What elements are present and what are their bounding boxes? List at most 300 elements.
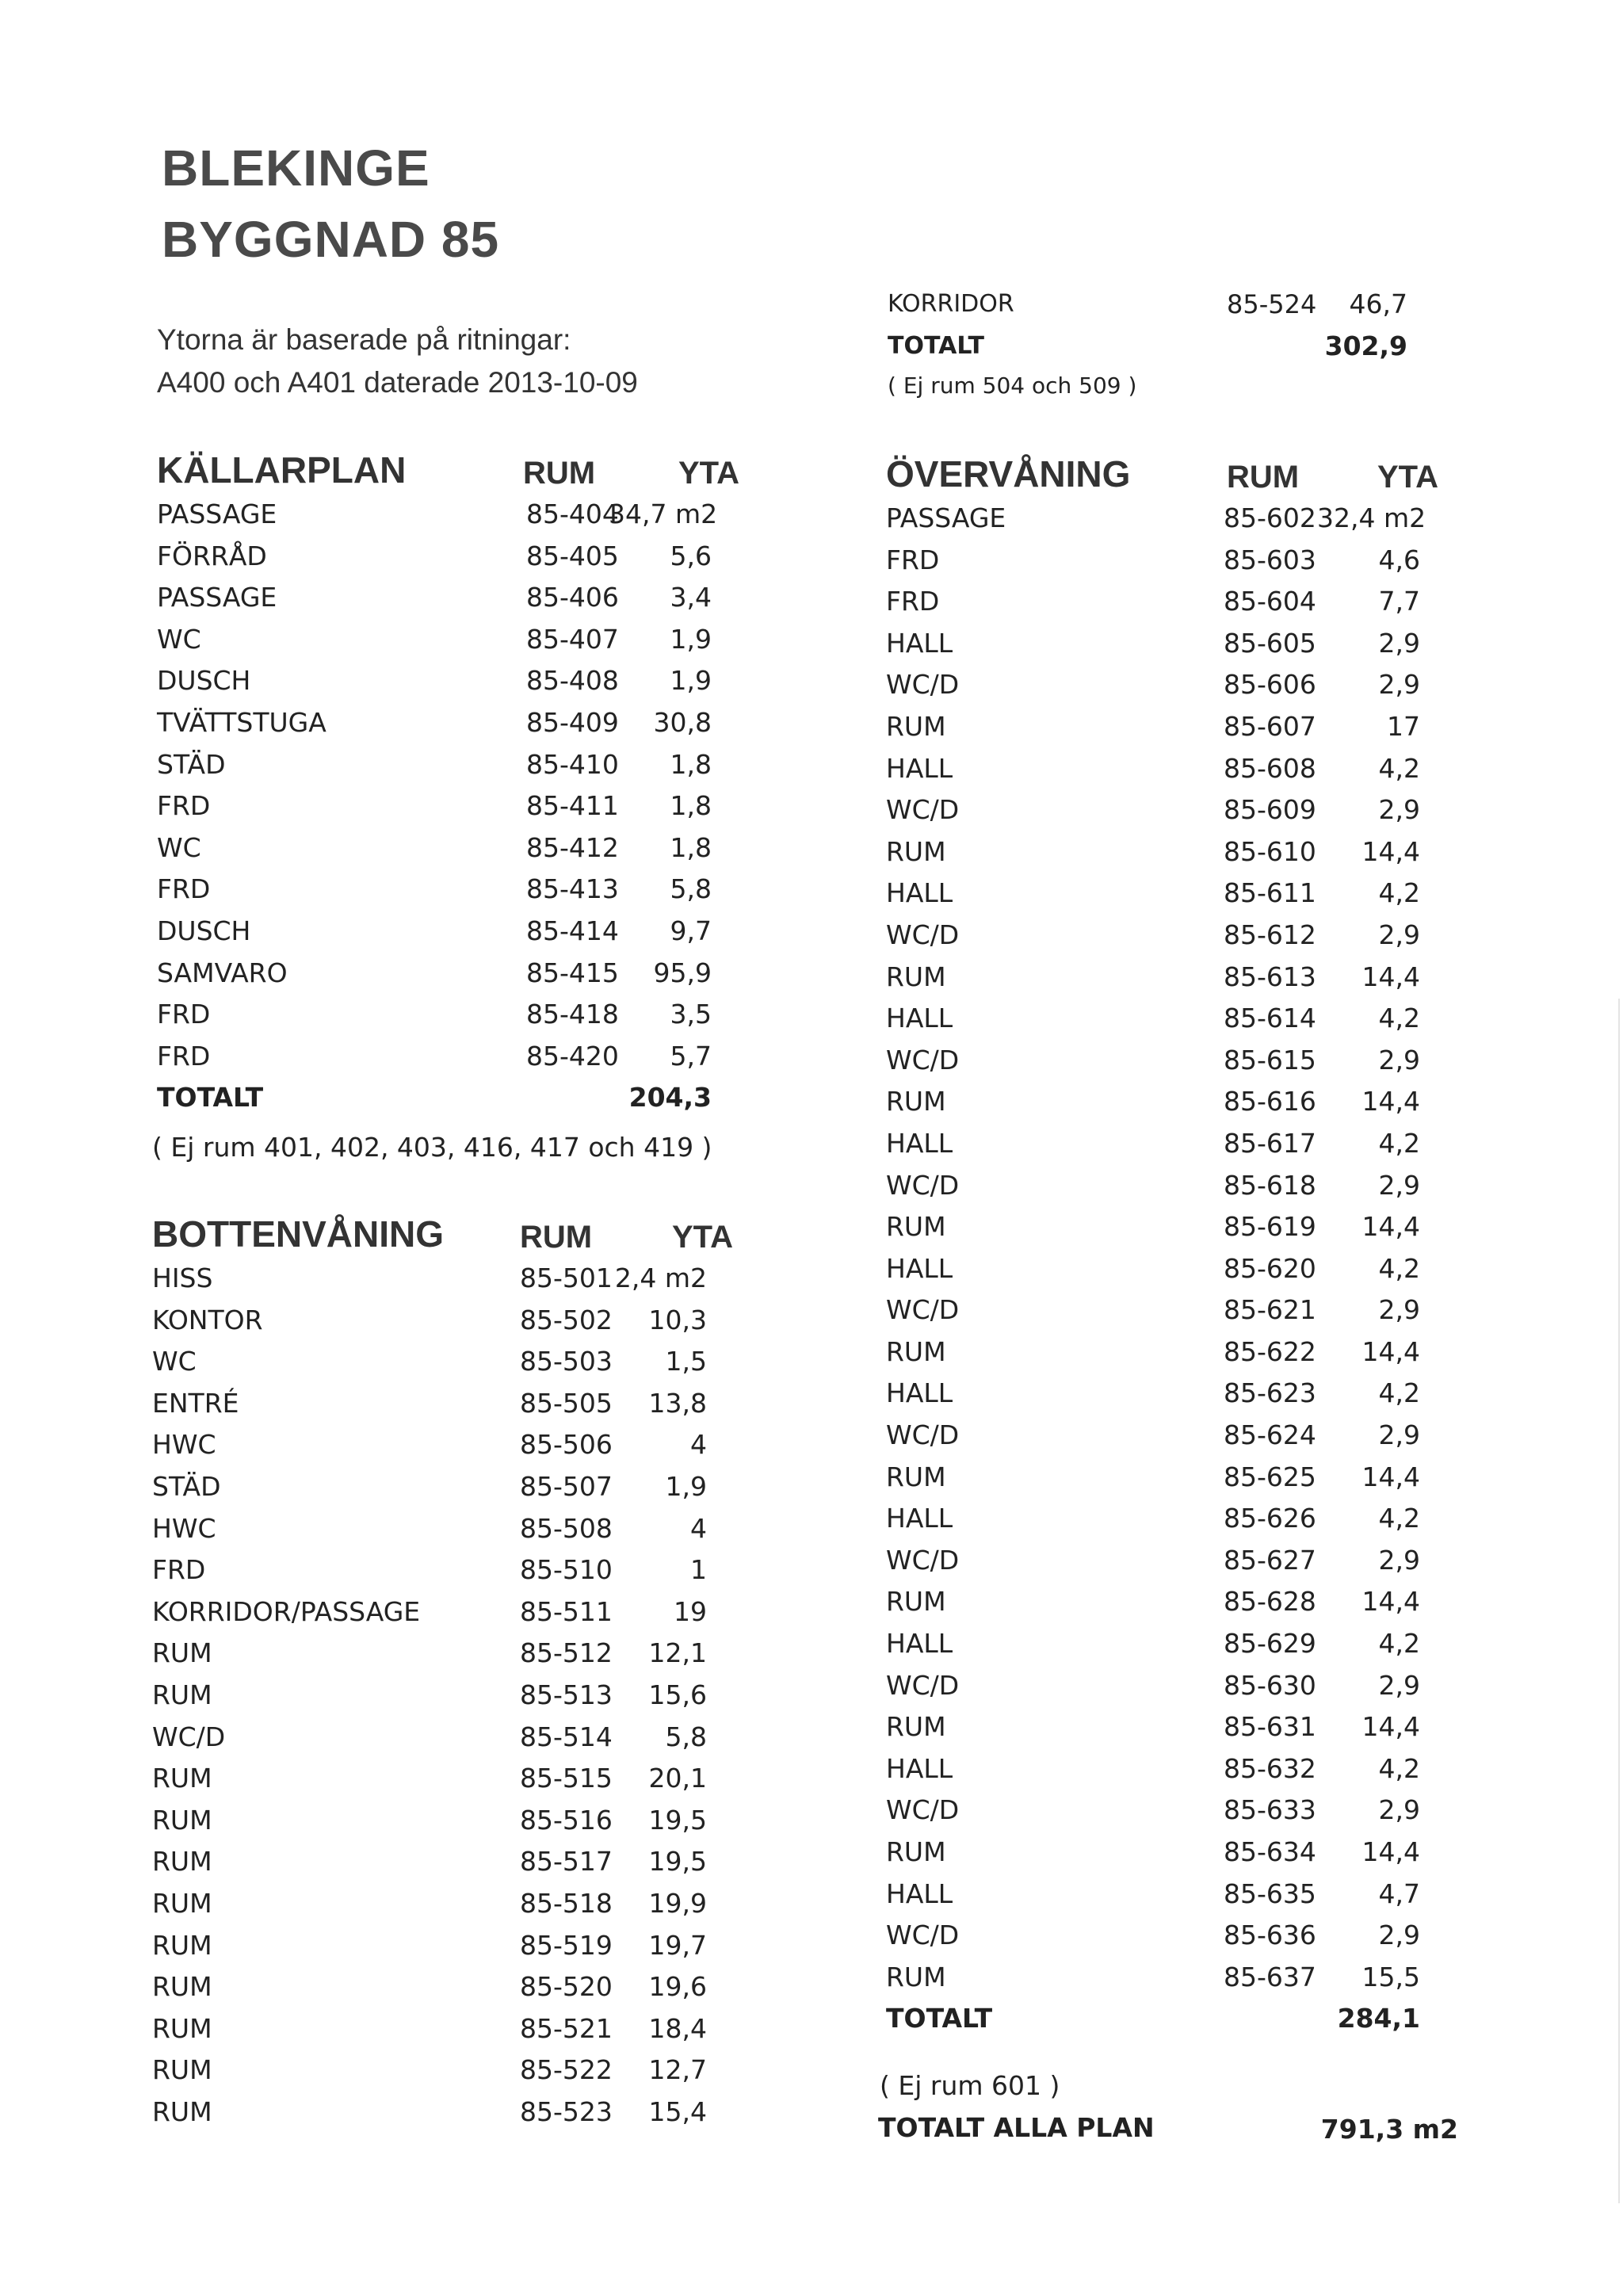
room-area: 1,9: [665, 1470, 707, 1502]
room-number: 85-623: [1224, 1377, 1316, 1409]
room-number: 85-508: [520, 1512, 613, 1544]
room-name: FÖRRÅD: [157, 540, 267, 571]
table-row: [886, 957, 1488, 999]
room-name: WC/D: [886, 1669, 960, 1701]
room-area: 12,1: [648, 1637, 707, 1669]
table-row: [886, 1123, 1488, 1165]
room-name: RUM: [886, 710, 946, 742]
room-area: 5,8: [670, 873, 712, 905]
room-area: 19: [674, 1595, 707, 1627]
room-area: 3,5: [670, 999, 712, 1030]
room-name: HALL: [886, 1003, 953, 1034]
table-row: [886, 1957, 1488, 1999]
room-number: 85-507: [520, 1470, 613, 1502]
room-name: HWC: [152, 1512, 216, 1544]
room-area: 14,4: [1361, 1211, 1420, 1243]
room-name: HALL: [886, 1878, 953, 1909]
room-name: RUM: [152, 1971, 212, 2003]
room-name: HALL: [886, 1503, 953, 1534]
room-number: 85-615: [1224, 1044, 1316, 1075]
room-area: 18,4: [648, 2012, 707, 2044]
table-row: [886, 1415, 1488, 1457]
room-name: WC/D: [886, 1794, 960, 1826]
room-name: RUM: [886, 1711, 946, 1743]
table-row: [152, 1717, 786, 1759]
room-name: WC/D: [886, 1419, 960, 1451]
room-number: 85-620: [1224, 1252, 1316, 1284]
table-row: [886, 1665, 1488, 1707]
room-name: RUM: [886, 1461, 946, 1492]
room-number: 85-502: [520, 1304, 613, 1335]
room-area: 19,5: [648, 1846, 707, 1878]
table-row: [152, 1633, 786, 1675]
room-area: 4,2: [1378, 1252, 1420, 1284]
room-area: 2,9: [1378, 794, 1420, 826]
table-row: [157, 911, 791, 953]
room-number: 85-614: [1224, 1003, 1316, 1034]
room-number: 85-515: [520, 1763, 613, 1794]
room-area: 15,6: [648, 1679, 707, 1710]
room-name: WC/D: [886, 1169, 960, 1201]
room-name: RUM: [152, 1846, 212, 1878]
room-area: 9,7: [670, 915, 712, 946]
room-area: 14,4: [1361, 1836, 1420, 1867]
room-list: [886, 498, 1488, 2040]
room-name: WC/D: [886, 1044, 960, 1075]
room-name: KORRIDOR: [888, 290, 1014, 318]
room-number: 85-415: [526, 957, 619, 988]
table-row: [152, 1883, 786, 1925]
room-area: 2,9: [1378, 627, 1420, 659]
table-row: [886, 623, 1488, 665]
room-area: 14,4: [1361, 835, 1420, 867]
table-row: [886, 748, 1488, 790]
section-title: ÖVERVÅNING: [886, 453, 1131, 495]
room-area: 3,4: [670, 582, 712, 613]
room-name: RUM: [152, 1887, 212, 1919]
room-area: 46,7: [1349, 288, 1407, 319]
room-number: 85-408: [526, 665, 619, 697]
room-area: 15,4: [648, 2095, 707, 2127]
room-name: RUM: [152, 1929, 212, 1961]
room-number: 85-505: [520, 1387, 613, 1419]
total-label: TOTALT: [886, 2003, 993, 2034]
section-kallarplan: [157, 446, 791, 1119]
room-name: FRD: [157, 873, 211, 905]
section-overvaning: [886, 450, 1488, 2040]
room-area: 2,4 m2: [614, 1263, 707, 1293]
room-area: 4,2: [1378, 1503, 1420, 1534]
table-row: [152, 2050, 786, 2092]
room-name: STÄD: [152, 1470, 221, 1502]
table-row: [886, 1457, 1488, 1499]
room-area: 2,9: [1378, 1920, 1420, 1951]
section-bottenvaning: [152, 1210, 786, 2133]
room-number: 85-511: [520, 1595, 613, 1627]
room-number: 85-621: [1224, 1294, 1316, 1326]
room-number: 85-605: [1224, 627, 1316, 659]
room-name: RUM: [886, 1335, 946, 1367]
table-row: [157, 660, 791, 702]
table-row: [157, 619, 791, 661]
room-name: WC: [157, 623, 201, 655]
room-number: 85-606: [1224, 669, 1316, 701]
table-row: [152, 1800, 786, 1842]
room-number: 85-413: [526, 873, 619, 905]
room-number: 85-636: [1224, 1920, 1316, 1951]
table-row: [886, 498, 1488, 540]
room-name: KONTOR: [152, 1304, 263, 1335]
table-row: [886, 1248, 1488, 1290]
table-row: [152, 1341, 786, 1383]
room-area: 4: [690, 1512, 707, 1544]
table-row: [886, 831, 1488, 873]
room-number: 85-506: [520, 1429, 613, 1461]
column-header-yta: YTA: [672, 1220, 734, 1255]
room-number: 85-514: [520, 1721, 613, 1752]
section-header: [152, 1210, 786, 1258]
room-number: 85-610: [1224, 835, 1316, 867]
room-area: 2,9: [1378, 1169, 1420, 1201]
room-name: WC/D: [886, 1920, 960, 1951]
table-row: [157, 1036, 791, 1078]
room-area: 14,4: [1361, 1461, 1420, 1492]
room-name: FRD: [157, 1040, 211, 1072]
room-number: 85-409: [526, 706, 619, 738]
room-area: 17: [1387, 710, 1420, 742]
note-kallarplan: ( Ej rum 401, 402, 403, 416, 417 och 419 ): [152, 1132, 712, 1163]
note-bottenvaning: ( Ej rum 504 och 509 ): [888, 372, 1137, 399]
column-header-rum: RUM: [1227, 460, 1300, 495]
table-row: [886, 581, 1488, 623]
table-row: [152, 1758, 786, 1800]
room-number: 85-632: [1224, 1752, 1316, 1784]
room-area: 14,4: [1361, 1335, 1420, 1367]
room-number: 85-521: [520, 2012, 613, 2044]
room-area: 4: [690, 1429, 707, 1461]
table-row: [157, 953, 791, 995]
room-list: [152, 1258, 786, 2133]
room-area: 4,7: [1378, 1878, 1420, 1909]
room-number: 85-520: [520, 1971, 613, 2003]
room-number: 85-625: [1224, 1461, 1316, 1492]
room-area: 14,4: [1361, 1086, 1420, 1117]
room-number: 85-603: [1224, 544, 1316, 575]
room-number: 85-503: [520, 1346, 613, 1377]
room-number: 85-405: [526, 540, 619, 571]
room-name: RUM: [152, 1804, 212, 1836]
room-area: 14,4: [1361, 1586, 1420, 1618]
table-row: [152, 1591, 786, 1633]
section-title: KÄLLARPLAN: [157, 449, 407, 491]
room-area: 4,2: [1378, 877, 1420, 909]
room-area: 1,8: [670, 790, 712, 822]
room-area: 10,3: [648, 1304, 707, 1335]
room-name: RUM: [886, 835, 946, 867]
room-number: 85-619: [1224, 1211, 1316, 1243]
room-name: WC/D: [886, 1294, 960, 1326]
room-number: 85-616: [1224, 1086, 1316, 1117]
table-row: [157, 577, 791, 619]
table-row: [157, 869, 791, 911]
room-number: 85-634: [1224, 1836, 1316, 1867]
room-name: PASSAGE: [157, 582, 277, 613]
room-name: SAMVARO: [157, 957, 288, 988]
column-header-yta: YTA: [1377, 460, 1439, 495]
room-area: 2,9: [1378, 1544, 1420, 1576]
room-name: HALL: [886, 1752, 953, 1784]
room-name: ENTRÉ: [152, 1387, 239, 1419]
room-number: 85-612: [1224, 919, 1316, 950]
room-number: 85-602: [1224, 502, 1316, 533]
room-area: 4,2: [1378, 1127, 1420, 1159]
table-row: [157, 702, 791, 744]
room-number: 85-519: [520, 1929, 613, 1961]
room-number: 85-414: [526, 915, 619, 946]
room-area: 5,7: [670, 1040, 712, 1072]
room-number: 85-501: [520, 1263, 613, 1293]
room-area: 4,6: [1378, 544, 1420, 575]
table-row: [886, 664, 1488, 706]
column-header-rum: RUM: [523, 456, 596, 491]
room-number: 85-411: [526, 790, 619, 822]
room-name: PASSAGE: [157, 499, 277, 529]
table-row: [886, 1498, 1488, 1540]
table-row: [157, 994, 791, 1036]
room-name: DUSCH: [157, 665, 251, 697]
table-row: [152, 1841, 786, 1883]
room-area: 15,5: [1361, 1961, 1420, 1992]
table-row: [152, 1925, 786, 1967]
room-area: 32,4 m2: [1317, 502, 1426, 533]
room-area: 19,5: [648, 1804, 707, 1836]
room-number: 85-608: [1224, 752, 1316, 784]
grand-total-value: 791,3 m2: [1320, 2114, 1458, 2145]
room-number: 85-629: [1224, 1628, 1316, 1660]
room-name: RUM: [152, 1637, 212, 1669]
title-byggnad: BYGGNAD 85: [162, 211, 500, 268]
room-area: 1,8: [670, 748, 712, 780]
room-number: 85-633: [1224, 1794, 1316, 1826]
room-number: 85-523: [520, 2095, 613, 2127]
room-name: RUM: [152, 2012, 212, 2044]
room-name: TVÄTTSTUGA: [157, 706, 327, 738]
scan-edge-line: [1618, 999, 1620, 2203]
room-number: 85-410: [526, 748, 619, 780]
table-row: [152, 1424, 786, 1466]
column-header-yta: YTA: [678, 456, 740, 491]
room-area: 12,7: [648, 2054, 707, 2086]
room-area: 1,5: [665, 1346, 707, 1377]
room-area: 14,4: [1361, 961, 1420, 992]
room-number: 85-624: [1224, 1419, 1316, 1451]
total-row: [886, 1998, 1488, 2040]
room-name: PASSAGE: [886, 502, 1006, 533]
table-row: [886, 1331, 1488, 1373]
total-label: TOTALT: [157, 1082, 264, 1114]
room-name: WC/D: [886, 1544, 960, 1576]
table-row: [886, 789, 1488, 831]
room-area: 1,8: [670, 831, 712, 863]
section-title: BOTTENVÅNING: [152, 1213, 444, 1255]
table-row: [886, 915, 1488, 957]
room-number: 85-637: [1224, 1961, 1316, 1992]
room-name: FRD: [157, 790, 211, 822]
room-number: 85-627: [1224, 1544, 1316, 1576]
room-name: RUM: [152, 1763, 212, 1794]
room-area: 95,9: [653, 957, 712, 988]
room-area: 4,2: [1378, 1003, 1420, 1034]
room-area: 30,8: [653, 706, 712, 738]
room-area: 1: [690, 1554, 707, 1586]
room-name: HISS: [152, 1263, 213, 1293]
table-row: [886, 1081, 1488, 1123]
room-number: 85-618: [1224, 1169, 1316, 1201]
table-row: [886, 706, 1488, 748]
room-area: 2,9: [1378, 919, 1420, 950]
room-name: RUM: [152, 1679, 212, 1710]
room-area: 4,2: [1378, 1752, 1420, 1784]
table-row: [157, 536, 791, 578]
table-row: [152, 2008, 786, 2050]
table-row: [886, 998, 1488, 1040]
table-row: [152, 1300, 786, 1342]
room-area: 7,7: [1378, 586, 1420, 617]
room-number: 85-626: [1224, 1503, 1316, 1534]
table-row: [886, 1373, 1488, 1415]
table-row: [157, 744, 791, 786]
room-name: FRD: [157, 999, 211, 1030]
table-row: [886, 1165, 1488, 1207]
room-name: WC/D: [886, 669, 960, 701]
note-overvaning: ( Ej rum 601 ): [880, 2070, 1060, 2101]
table-row: [886, 1874, 1488, 1916]
section-header: [157, 446, 791, 494]
table-row: [152, 1383, 786, 1425]
room-area: 2,9: [1378, 669, 1420, 701]
table-row: [886, 1540, 1488, 1582]
room-area: 5,8: [665, 1721, 707, 1752]
table-row: [152, 1508, 786, 1550]
room-number: 85-510: [520, 1554, 613, 1586]
room-name: HALL: [886, 1628, 953, 1660]
total-value: 302,9: [1324, 330, 1407, 361]
room-area: 20,1: [648, 1763, 707, 1794]
room-name: RUM: [886, 1836, 946, 1867]
room-number: 85-518: [520, 1887, 613, 1919]
room-number: 85-512: [520, 1637, 613, 1669]
room-area: 2,9: [1378, 1794, 1420, 1826]
total-row: [888, 326, 1458, 368]
room-number: 85-513: [520, 1679, 613, 1710]
room-name: WC/D: [152, 1721, 226, 1752]
table-row: [886, 1706, 1488, 1748]
room-area: 2,9: [1378, 1044, 1420, 1075]
room-number: 85-628: [1224, 1586, 1316, 1618]
section-bottenvaning-cont: [888, 284, 1458, 367]
room-number: 85-412: [526, 831, 619, 863]
room-area: 19,7: [648, 1929, 707, 1961]
room-name: RUM: [886, 1086, 946, 1117]
table-row: [888, 284, 1458, 326]
section-header: [886, 450, 1488, 498]
room-number: 85-524: [1227, 289, 1317, 319]
room-number: 85-617: [1224, 1127, 1316, 1159]
room-name: KORRIDOR/PASSAGE: [152, 1595, 421, 1627]
table-row: [152, 1258, 786, 1300]
table-row: [157, 494, 791, 536]
room-name: RUM: [886, 1961, 946, 1992]
room-name: HWC: [152, 1429, 216, 1461]
subtitle-datum: A400 och A401 daterade 2013-10-09: [157, 366, 638, 399]
table-row: [886, 1289, 1488, 1331]
table-row: [157, 827, 791, 869]
room-name: STÄD: [157, 748, 226, 780]
room-number: 85-418: [526, 999, 619, 1030]
room-name: RUM: [886, 1586, 946, 1618]
table-row: [886, 1581, 1488, 1623]
table-row: [886, 1832, 1488, 1874]
table-row: [152, 1675, 786, 1717]
room-name: HALL: [886, 627, 953, 659]
room-name: RUM: [886, 1211, 946, 1243]
table-row: [152, 1466, 786, 1508]
room-name: FRD: [886, 544, 940, 575]
room-name: HALL: [886, 752, 953, 784]
table-row: [152, 1966, 786, 2008]
room-name: FRD: [152, 1554, 206, 1586]
room-name: RUM: [152, 2054, 212, 2086]
table-row: [886, 1040, 1488, 1082]
room-name: HALL: [886, 877, 953, 909]
room-name: WC/D: [886, 794, 960, 826]
total-label: TOTALT: [888, 331, 984, 360]
room-number: 85-516: [520, 1804, 613, 1836]
room-name: HALL: [886, 1377, 953, 1409]
table-row: [152, 2092, 786, 2134]
subtitle-ritningar: Ytorna är baserade på ritningar:: [157, 323, 571, 356]
total-value: 204,3: [628, 1082, 712, 1114]
room-area: 4,2: [1378, 752, 1420, 784]
room-area: 19,9: [648, 1887, 707, 1919]
grand-total-label: TOTALT ALLA PLAN: [878, 2112, 1155, 2143]
room-number: 85-404: [526, 499, 619, 529]
table-row: [886, 1790, 1488, 1832]
room-area: 5,6: [670, 540, 712, 571]
room-list: [157, 494, 791, 1119]
table-row: [886, 1748, 1488, 1790]
room-area: 4,2: [1378, 1377, 1420, 1409]
total-value: 284,1: [1337, 2003, 1420, 2034]
room-name: WC/D: [886, 919, 960, 950]
room-number: 85-420: [526, 1040, 619, 1072]
room-number: 85-604: [1224, 586, 1316, 617]
room-number: 85-522: [520, 2054, 613, 2086]
room-name: RUM: [886, 961, 946, 992]
room-number: 85-607: [1224, 710, 1316, 742]
table-row: [886, 1915, 1488, 1957]
room-area: 34,7 m2: [609, 499, 718, 529]
room-name: WC: [157, 831, 201, 863]
room-area: 4,2: [1378, 1628, 1420, 1660]
total-row: [157, 1077, 791, 1119]
room-number: 85-613: [1224, 961, 1316, 992]
room-area: 1,9: [670, 665, 712, 697]
room-number: 85-517: [520, 1846, 613, 1878]
room-area: 14,4: [1361, 1711, 1420, 1743]
room-name: FRD: [886, 586, 940, 617]
room-number: 85-611: [1224, 877, 1316, 909]
